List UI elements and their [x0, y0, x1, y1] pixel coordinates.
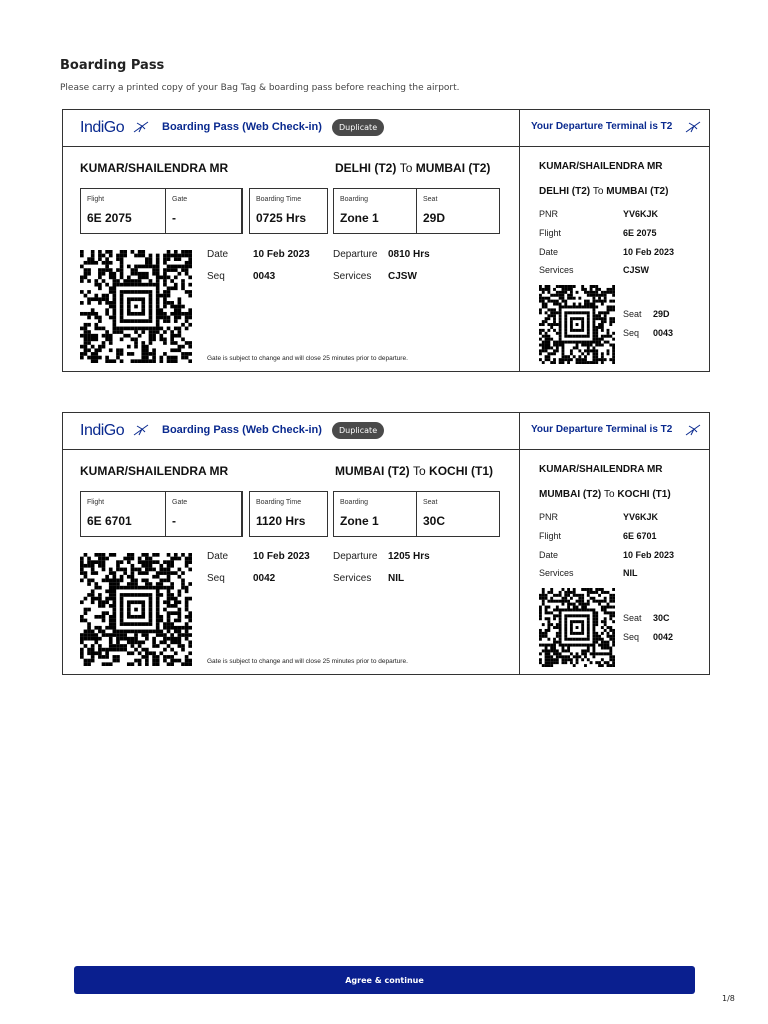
- seat-label: Seat: [423, 499, 438, 506]
- page-subtitle: Please carry a printed copy of your Bag Tag & boarding pass before reaching the airport.: [60, 83, 460, 93]
- seq-label: Seq: [207, 573, 225, 584]
- seat-box: [416, 491, 500, 537]
- boarding-pass-card: [62, 109, 710, 372]
- flight-value: 6E 6701: [87, 514, 132, 528]
- stub-date-label: Date: [539, 247, 559, 257]
- boarding-zone-value: Zone 1: [340, 514, 379, 528]
- route-dest: KOCHI (T1): [429, 464, 494, 478]
- flight-value: 6E 2075: [87, 211, 132, 225]
- stub-date-label: Date: [539, 550, 559, 560]
- page-title: Boarding Pass: [60, 58, 165, 73]
- stub-flight-label: Flight: [539, 228, 562, 238]
- stub-seq-value: 0042: [653, 632, 674, 642]
- boarding-time-box: [249, 491, 328, 537]
- stub-seat-label: Seat: [623, 309, 642, 319]
- gate-value: -: [172, 211, 176, 225]
- seat-value: 30C: [423, 514, 446, 528]
- gate-note: Gate is subject to change and will close 25 minutes prior to departure.: [207, 355, 408, 362]
- pass-title: Boarding Pass (Web Check-in): [162, 121, 322, 133]
- departure-label: Departure: [333, 551, 378, 562]
- gate-label: Gate: [172, 499, 188, 506]
- plane-icon: [685, 120, 701, 134]
- stub-passenger-name: KUMAR/SHAILENDRA MR: [539, 161, 663, 172]
- stub-pnr-value: YV6KJK: [623, 512, 659, 522]
- stub-services-value: NIL: [623, 568, 638, 578]
- boarding-label: Boarding: [340, 196, 369, 203]
- stub-route: [539, 186, 668, 197]
- seat-value: 29D: [423, 211, 446, 225]
- route-from: MUMBAI (T2): [335, 464, 410, 478]
- services-label: Services: [333, 573, 372, 584]
- indigo-logo: IndiGo: [80, 119, 125, 136]
- stub-route-dest: KOCHI (T1): [617, 489, 671, 500]
- route: [335, 464, 493, 478]
- stub-seat-label: Seat: [623, 613, 642, 623]
- departure-terminal: Your Departure Terminal is T2: [531, 121, 673, 132]
- indigo-logo: IndiGo: [80, 422, 125, 439]
- passenger-name: KUMAR/SHAILENDRA MR: [80, 161, 229, 175]
- stub-passenger-name: KUMAR/SHAILENDRA MR: [539, 464, 663, 475]
- flight-label: Flight: [87, 499, 105, 506]
- route: [335, 161, 490, 175]
- gate-box: [165, 188, 243, 234]
- stub-route-to-word: To: [604, 489, 615, 500]
- qr-code-small: [539, 588, 615, 667]
- stub-flight-value: 6E 2075: [623, 228, 657, 238]
- stub-pnr-value: YV6KJK: [623, 209, 659, 219]
- plane-icon: [685, 423, 701, 437]
- qr-code: [80, 250, 192, 363]
- boarding-time-label: Boarding Time: [256, 499, 302, 506]
- gate-note: Gate is subject to change and will close 25 minutes prior to departure.: [207, 658, 408, 665]
- gate-label: Gate: [172, 196, 188, 203]
- pass-divider: [519, 413, 520, 674]
- services-value: CJSW: [388, 271, 417, 282]
- boarding-pass-card: [62, 412, 710, 675]
- duplicate-badge: Duplicate: [332, 119, 384, 136]
- boarding-zone-value: Zone 1: [340, 211, 379, 225]
- stub-flight-value: 6E 6701: [623, 531, 657, 541]
- stub-seq-label: Seq: [623, 632, 640, 642]
- route-dest: MUMBAI (T2): [415, 161, 491, 175]
- pass-divider: [519, 110, 520, 371]
- plane-icon: [133, 423, 149, 437]
- gate-box: [165, 491, 243, 537]
- stub-date-value: 10 Feb 2023: [623, 247, 675, 257]
- services-value: NIL: [388, 573, 405, 584]
- stub-seq-label: Seq: [623, 328, 640, 338]
- departure-label: Departure: [333, 249, 378, 260]
- plane-icon: [133, 120, 149, 134]
- stub-services-value: CJSW: [623, 265, 650, 275]
- stub-route: [539, 489, 671, 500]
- stub-pnr-label: PNR: [539, 512, 559, 522]
- stub-services-label: Services: [539, 568, 574, 578]
- boarding-time-label: Boarding Time: [256, 196, 302, 203]
- flight-label: Flight: [87, 196, 105, 203]
- stub-seat-value: 30C: [653, 613, 670, 623]
- route-to-word: To: [413, 464, 426, 478]
- boarding-label: Boarding: [340, 499, 369, 506]
- departure-terminal: Your Departure Terminal is T2: [531, 424, 673, 435]
- boarding-time-value: 1120 Hrs: [256, 514, 306, 528]
- stub-route-to-word: To: [592, 186, 604, 197]
- boarding-time-box: [249, 188, 328, 234]
- stub-route-dest: MUMBAI (T2): [606, 186, 669, 197]
- passenger-name: KUMAR/SHAILENDRA MR: [80, 464, 229, 478]
- stub-seq-value: 0043: [653, 328, 674, 338]
- duplicate-badge: Duplicate: [332, 422, 384, 439]
- stub-seat-value: 29D: [653, 309, 670, 319]
- seq-label: Seq: [207, 271, 225, 282]
- services-label: Services: [333, 271, 372, 282]
- date-value: 10 Feb 2023: [253, 249, 310, 260]
- page-number: 1/8: [722, 994, 735, 1003]
- qr-code-small: [539, 285, 615, 364]
- gate-value: -: [172, 514, 176, 528]
- stub-route-from: MUMBAI (T2): [539, 489, 602, 500]
- stub-pnr-label: PNR: [539, 209, 559, 219]
- stub-route-from: DELHI (T2): [539, 186, 591, 197]
- date-label: Date: [207, 551, 229, 562]
- stub-flight-label: Flight: [539, 531, 562, 541]
- route-to-word: To: [399, 161, 413, 175]
- seat-box: [416, 188, 500, 234]
- seat-label: Seat: [423, 196, 438, 203]
- boarding-time-value: 0725 Hrs: [256, 211, 307, 225]
- pass-title: Boarding Pass (Web Check-in): [162, 424, 322, 436]
- seq-value: 0042: [253, 573, 276, 584]
- seq-value: 0043: [253, 271, 276, 282]
- stub-date-value: 10 Feb 2023: [623, 550, 675, 560]
- agree-continue-button[interactable]: Agree & continue: [74, 966, 695, 994]
- qr-code: [80, 553, 192, 666]
- date-value: 10 Feb 2023: [253, 551, 310, 562]
- departure-value: 0810 Hrs: [388, 249, 430, 260]
- route-from: DELHI (T2): [335, 161, 397, 175]
- departure-value: 1205 Hrs: [388, 551, 430, 562]
- date-label: Date: [207, 249, 229, 260]
- stub-services-label: Services: [539, 265, 574, 275]
